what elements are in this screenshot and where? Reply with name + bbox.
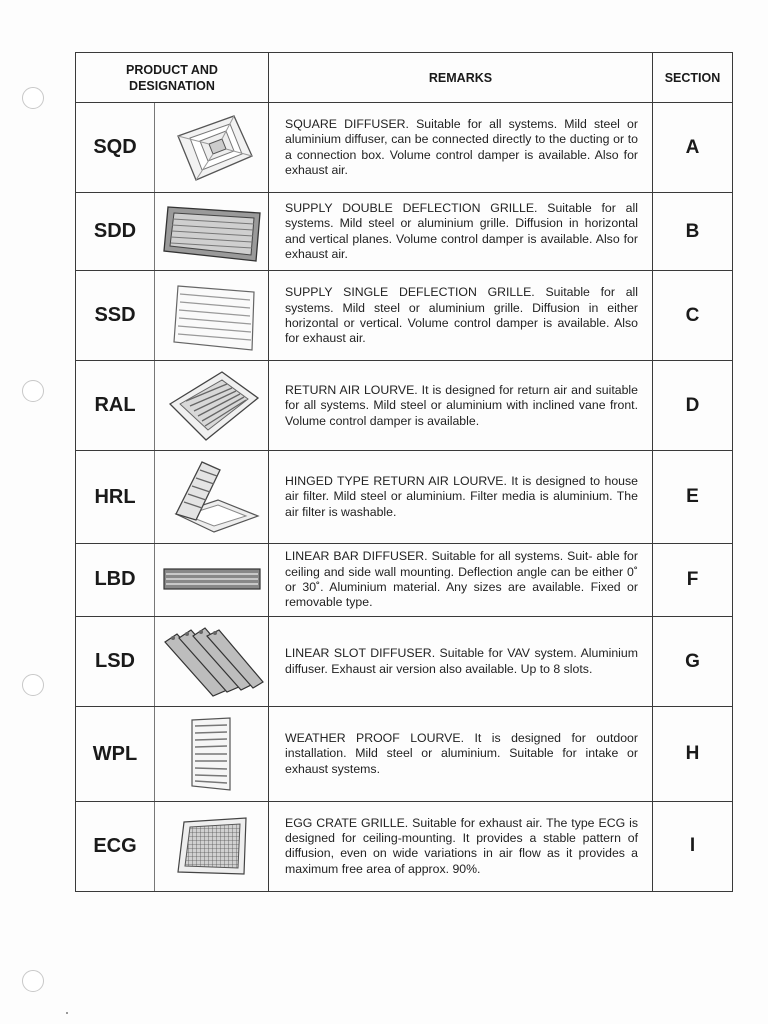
table-row [76, 103, 733, 193]
product-code: LSD [76, 617, 155, 707]
product-remark: LINEAR SLOT DIFFUSER. Suitable for VAV system. Aluminium diffuser. Exhaust air version also available. Up to 8 slots. [269, 617, 653, 707]
double-deflection-grille-image [155, 193, 269, 271]
table-row [76, 271, 733, 361]
product-remark: SUPPLY DOUBLE DEFLECTION GRILLE. Suitable for all systems. Mild steel or aluminium grille. Diffusion in horizontal and vertical planes. Volume control damper is available. Also for exhaust air. [269, 193, 653, 271]
section-letter: E [653, 451, 733, 543]
square-diffuser-image [155, 103, 269, 193]
product-remark: HINGED TYPE RETURN AIR LOURVE. It is designed to house air filter. Mild steel or aluminium. Filter media is aluminium. The air filter is washable. [269, 451, 653, 543]
egg-crate-grille-image [155, 801, 269, 891]
table-row [76, 193, 733, 271]
table-row [76, 617, 733, 707]
product-remark: LINEAR BAR DIFFUSER. Suitable for all systems. Suit- able for ceiling and side wall mounting. Deflection angle can be either 0˚ or 30˚. Aluminium material. Any sizes are available. Fixed or removable type. [269, 543, 653, 616]
weather-proof-louvre-image [155, 707, 269, 802]
header-section: SECTION [653, 53, 733, 103]
product-remark: EGG CRATE GRILLE. Suitable for exhaust air. The type ECG is designed for ceiling-mounting. It provides a stable pattern of diffusion, even on wide variations in air flow as it provides a maximum free area of approx. 90%. [269, 801, 653, 891]
table-row [76, 451, 733, 543]
product-remark: SUPPLY SINGLE DEFLECTION GRILLE. Suitable for all systems. Mild steel or aluminium grille. Diffusion in either horizontal or vertical. Volume control damper is available. Also for exhaust air. [269, 271, 653, 361]
product-remark: WEATHER PROOF LOURVE. It is designed for outdoor installation. Mild steel or aluminium. Suitable for intake or exhaust systems. [269, 707, 653, 802]
section-letter: F [653, 543, 733, 616]
speck [66, 1012, 68, 1014]
section-letter: B [653, 193, 733, 271]
section-letter: H [653, 707, 733, 802]
linear-slot-diffuser-image [155, 617, 269, 707]
table-row [76, 543, 733, 616]
linear-bar-diffuser-image [155, 543, 269, 616]
header-remarks: REMARKS [269, 53, 653, 103]
product-remark: SQUARE DIFFUSER. Suitable for all systems. Mild steel or aluminium diffuser, can be connected directly to the ducting or to a connection box. Volume control damper is available. Also for exhaust air. [269, 103, 653, 193]
product-code: HRL [76, 451, 155, 543]
product-code: SSD [76, 271, 155, 361]
section-letter: G [653, 617, 733, 707]
punch-hole [22, 87, 44, 109]
punch-hole [22, 970, 44, 992]
product-code: ECG [76, 801, 155, 891]
product-code: RAL [76, 361, 155, 451]
table-row [76, 801, 733, 891]
hinged-return-louvre-image [155, 451, 269, 543]
section-letter: D [653, 361, 733, 451]
header-row [76, 53, 733, 103]
product-remark: RETURN AIR LOURVE. It is designed for return air and suitable for all systems. Mild steel or aluminium with inclined vane front. Volume control damper is available. [269, 361, 653, 451]
section-letter: C [653, 271, 733, 361]
section-letter: A [653, 103, 733, 193]
product-code: SQD [76, 103, 155, 193]
punch-hole [22, 674, 44, 696]
product-code: SDD [76, 193, 155, 271]
table-row [76, 707, 733, 802]
section-letter: I [653, 801, 733, 891]
punch-hole [22, 380, 44, 402]
product-code: WPL [76, 707, 155, 802]
return-air-louvre-image [155, 361, 269, 451]
product-table [75, 52, 733, 892]
table-row [76, 361, 733, 451]
product-code: LBD [76, 543, 155, 616]
header-product: PRODUCT AND DESIGNATION [76, 53, 269, 103]
single-deflection-grille-image [155, 271, 269, 361]
